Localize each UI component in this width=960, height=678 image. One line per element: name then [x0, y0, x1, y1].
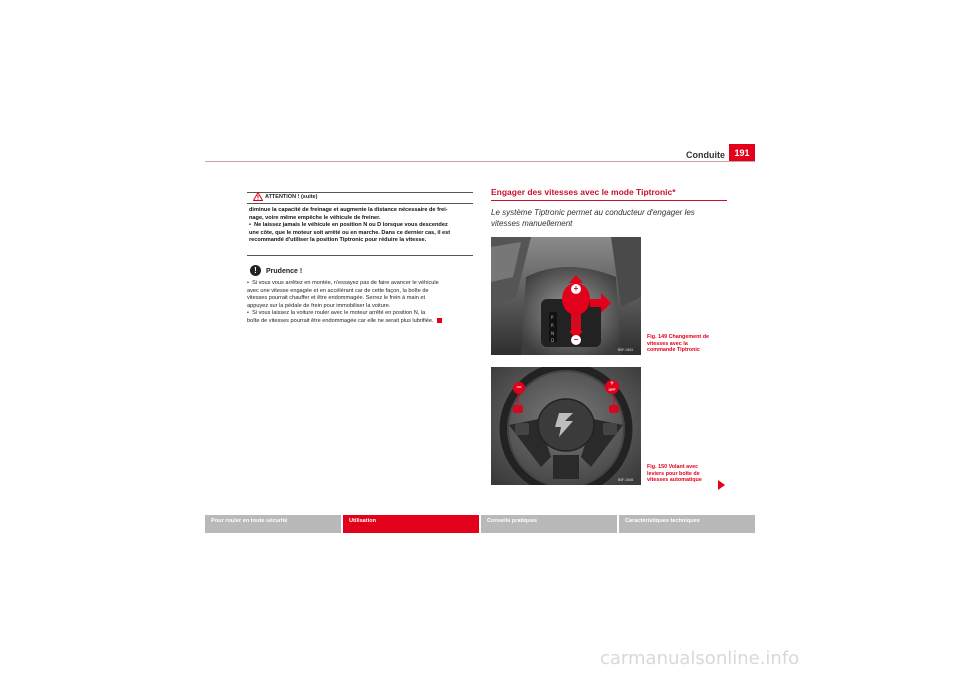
header-divider	[205, 161, 755, 162]
figure-code: B5F-0465	[618, 478, 634, 482]
figure-code: B5F-0461	[618, 348, 634, 352]
figure-steering-wheel	[491, 367, 641, 485]
warning-header-divider	[247, 203, 473, 204]
footer-tab-technical-specs[interactable]: Caractéristiques techniques	[619, 515, 755, 533]
page-header-title: Conduite	[686, 150, 725, 160]
footer-tab-practical-tips[interactable]: Conseils pratiques	[481, 515, 617, 533]
caution-text: • Si vous vous arrêtez en montée, n'essayez pas de faire avancer le véhicule avec une vitesse engagée et en accélérant car de cette façon, la boîte de vitesses pourrait chauffer et être endommagée. Serrez le frein à main et appuyez sur la pédale de frein pour immobiliser la voiture. • Si vous laissez la voiture rouler avec le moteur arrêté en position N, la boîte de vitesses pourrait être endommagée car elle ne serait plus lubrifiée.	[247, 280, 473, 326]
footer-tab-utilisation[interactable]: Utilisation	[343, 515, 479, 533]
svg-text:D: D	[551, 338, 555, 343]
bullet-icon: •	[247, 280, 253, 286]
shifter-illustration	[491, 237, 641, 355]
watermark-text: carmanualsonline.info	[600, 648, 800, 669]
figure-caption: Fig. 149 Changement de vitesses avec la commande Tiptronic	[647, 334, 710, 353]
section-title: Engager des vitesses avec le mode Tiptronic*	[491, 187, 676, 197]
page-number-badge: 191	[729, 144, 755, 162]
plus-off-icon: + OFF	[605, 380, 619, 394]
footer-tab-safety[interactable]: Pour rouler en toute sécurité	[205, 515, 341, 533]
plus-icon: +	[571, 284, 581, 294]
caution-title: Prudence !	[266, 268, 303, 275]
svg-text:P: P	[551, 315, 554, 320]
footer-nav	[205, 515, 755, 533]
svg-text:N: N	[551, 331, 554, 336]
next-page-arrow-icon[interactable]	[718, 480, 725, 490]
bullet-icon: •	[247, 310, 253, 317]
warning-paragraph: diminue la capacité de freinage et augmente la distance nécessaire de frei- nage, voire même empêche le véhicule de freiner. • Ne laissez jamais le véhicule en position N ou D lorsque vous descendez une côte, que le moteur soit arrêté ou en marche. Dans ce dernier cas, il est recommandé d'utiliser la position Tiptronic pour réduire la vitesse.	[249, 207, 451, 244]
figure-caption: Fig. 150 Volant avec leviers pour boîte de vitesses automatique	[647, 464, 702, 483]
bullet-icon: •	[249, 222, 255, 229]
caution-icon: !	[250, 265, 261, 276]
figure-tiptronic-shifter	[491, 237, 641, 355]
svg-text:R: R	[551, 323, 554, 328]
minus-icon: −	[513, 382, 525, 394]
minus-icon: −	[571, 335, 581, 345]
warning-triangle-icon	[253, 192, 263, 201]
section-end-marker	[437, 318, 442, 323]
section-subtitle: Le système Tiptronic permet au conducteur d'engager les vitesses manuellement	[491, 208, 695, 228]
warning-title: ATTENTION ! (suite)	[265, 194, 318, 200]
section-divider	[491, 200, 727, 201]
